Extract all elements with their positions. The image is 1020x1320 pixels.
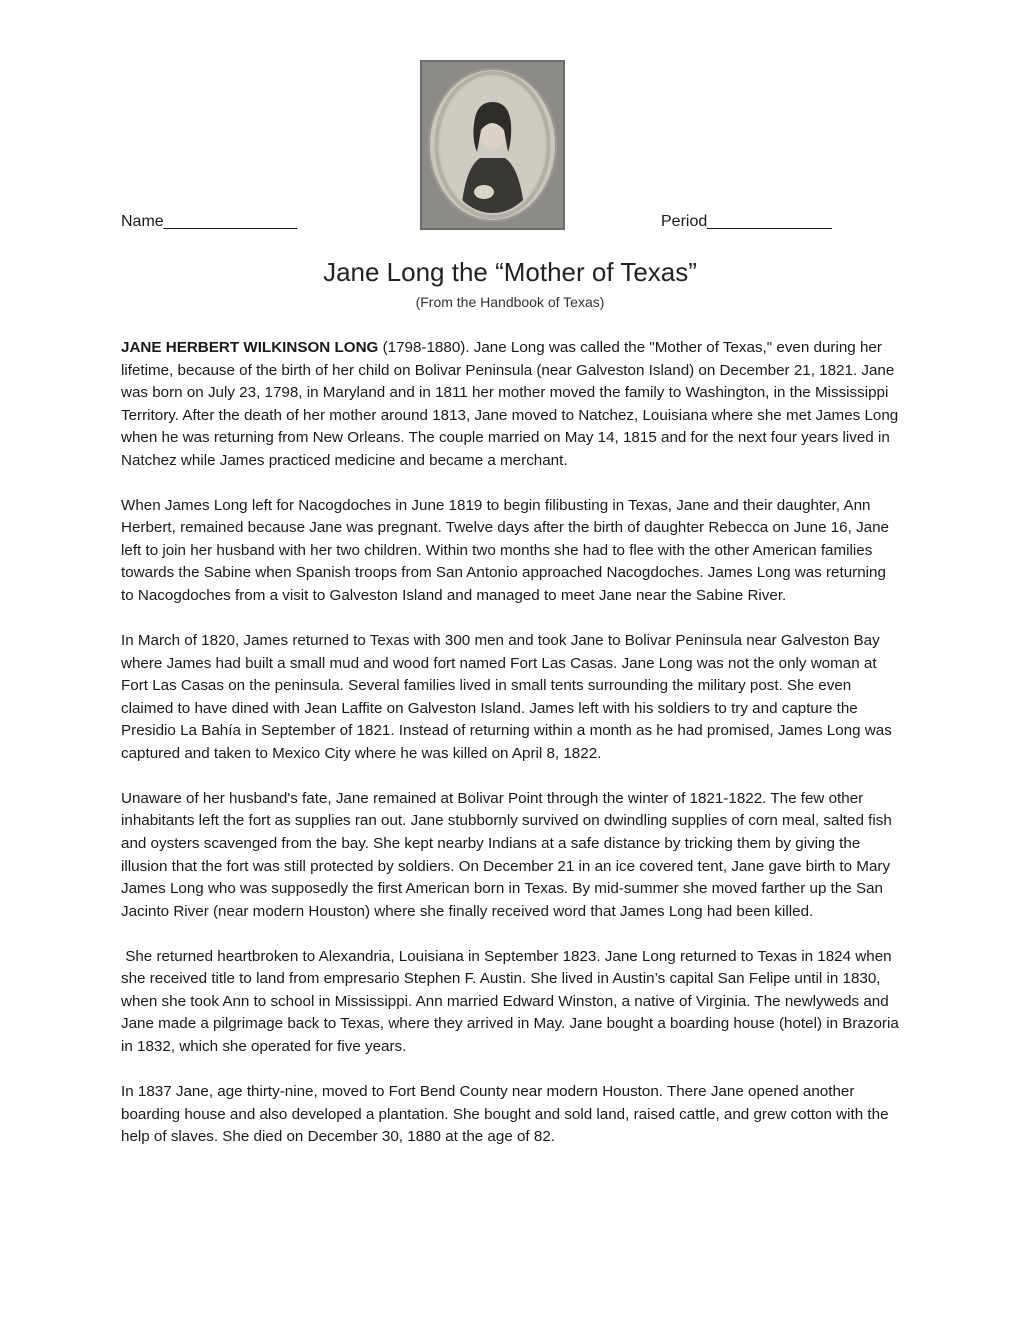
paragraph-3: In March of 1820, James returned to Texas with 300 men and took Jane to Bolivar Peninsula near Galveston Bay where James had built a small mud and wood fort named Fort Las Casas. Jane Long was not the only woman at Fort Las Casas on the peninsula. Several families lived in small tents surrounding the military post. She even claimed to have dined with Jean Laffite on Galveston Island. James left with his soldiers to try and capture the Presidio La Bahía in September of 1821. Instead of returning within a month as he had promised, James Long was captured and taken to Mexico City where he was killed on April 8, 1822. (121, 632, 892, 762)
paragraph-4: Unaware of her husband's fate, Jane remained at Bolivar Point through the winter of 1821-1822. The few other inhabitants left the fort as supplies ran out. Jane stubbornly survived on dwindling supplies of corn meal, salted fish and oysters scavenged from the bay. She kept nearby Indians at a safe distance by tricking them by giving the illusion that the fort was still protected by soldiers. On December 21 in an ice covered tent, Jane gave birth to Mary James Long who was supposedly the first American born in Texas. By mid-summer she moved farther up the San Jacinto River (near modern Houston) where she finally received word that James Long had been killed. (121, 789, 892, 920)
paragraph-5: She returned heartbroken to Alexandria, Louisiana in September 1823. Jane Long returned to Texas in 1824 when she received title to land from empresario Stephen F. Austin. She lived in Austin’s capital San Felipe until in 1830, when she took Ann to school in Mississippi. Ann married Edward Winston, a native of Virginia. The newlyweds and Jane made a pilgrimage back to Texas, where they arrived in May. Jane bought a boarding house (hotel) in Brazoria in 1832, which she operated for five years. (121, 947, 904, 1055)
paragraph-2: When James Long left for Nacogdoches in June 1819 to begin filibusting in Texas, Jane and their daughter, Ann Herbert, remained because Jane was pregnant. Twelve days after the birth of daughter Rebecca on June 16, Jane left to join her husband with her two children. Within two months she had to flee with the other American families towards the Sabine when Spanish troops from San Antonio approached Nacogdoches. James Long was returning to Nacogdoches from a visit to Galveston Island and managed to meet Jane near the Sabine River. (121, 496, 890, 605)
portrait-image (420, 60, 565, 230)
paragraph-1 (121, 337, 901, 472)
portrait-figure-icon (420, 60, 565, 230)
paragraph-1-text: (1798-1880). Jane Long was called the "Mother of Texas," even during her lifetime, because of the birth of her child on Bolivar Peninsula (near Galveston Island) on December 21, 1821. Jane was born on July 23, 1798, in Maryland and in 1811 her mother moved the family to Washington, in the Mississippi Territory. After the death of her mother around 1813, Jane moved to Natchez, Louisiana where she met James Long when he was returning from New Orleans. The couple married on May 14, 1815 and for the next four years lived in Natchez while James practiced medicine and became a merchant. (121, 339, 899, 469)
article-body (121, 337, 904, 1171)
page-title: Jane Long the “Mother of Texas” (323, 257, 697, 287)
page-subtitle: (From the Handbook of Texas) (415, 294, 605, 310)
name-field[interactable]: Name_______________ (121, 213, 298, 230)
paragraph-6: In 1837 Jane, age thirty-nine, moved to Fort Bend County near modern Houston. There Jane opened another boarding house and also developed a plantation. She bought and sold land, raised cattle, and grew cotton with the help of slaves. She died on December 30, 1880 at the age of 82. (121, 1083, 889, 1146)
subject-name: JANE HERBERT WILKINSON LONG (121, 339, 379, 356)
period-field[interactable]: Period______________ (661, 213, 832, 230)
